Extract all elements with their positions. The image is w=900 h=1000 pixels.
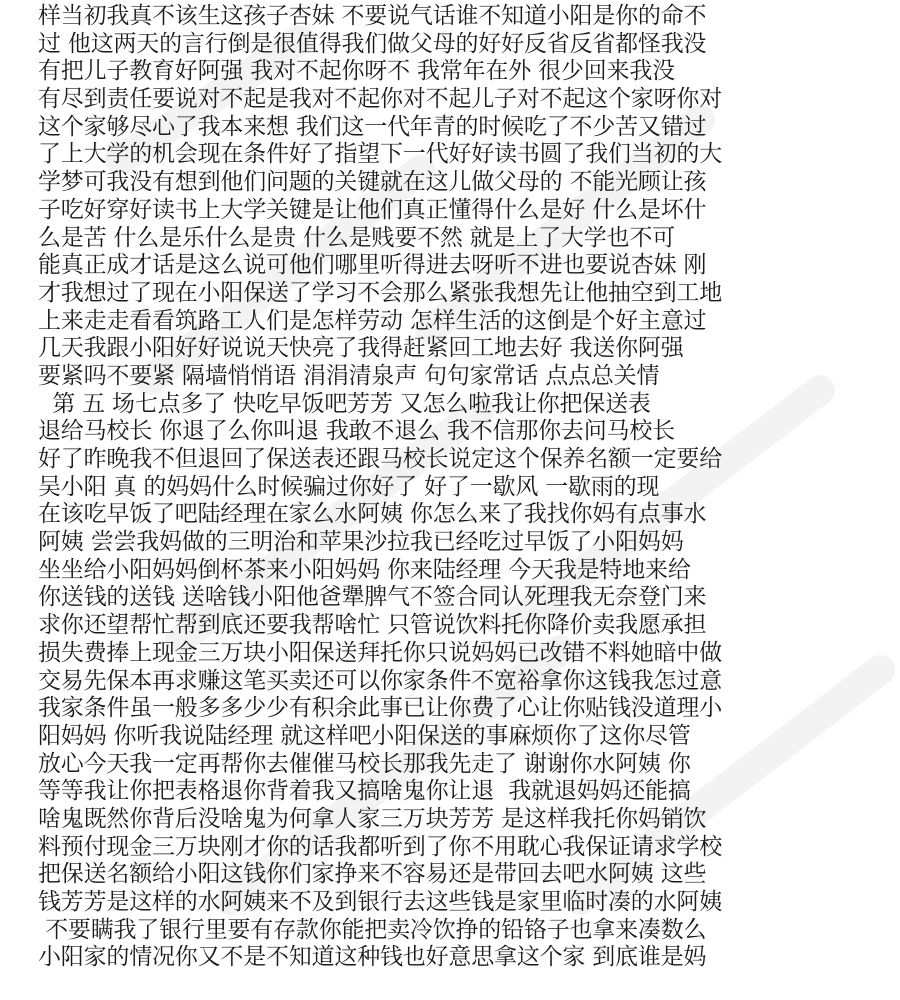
text-line-24: 损失费捧上现金三万块小阳保送拜托你只说妈妈已改错不料她暗中做	[38, 639, 723, 666]
text-line-5: 这个家够尽心了我本来想 我们这一代年青的时候吃了不少苦又错过	[38, 113, 707, 140]
text-line-11: 才我想过了现在小阳保送了学习不会那么紧张我想先让他抽空到工地	[38, 279, 723, 306]
text-line-18: 吴小阳 真 的妈妈什么时候骗过你好了 好了一歇风 一歇雨的现	[38, 473, 660, 500]
text-line-27: 阳妈妈 你听我说陆经理 就这样吧小阳保送的事麻烦你了这你尽管	[38, 722, 691, 749]
text-line-33: 钱芳芳是这样的水阿姨来不及到银行去这些钱是家里临时凑的水阿姨	[38, 889, 723, 915]
text-line-25: 交易先保本再求赚这笔买卖还可以你家条件不宽裕拿你这钱我怎过意	[38, 667, 723, 694]
text-line-16: 退给马校长 你退了么你叫退 我敢不退么 我不信那你去问马校长	[38, 418, 675, 445]
text-line-9: 么是苦 什么是乐什么是贵 什么是贱要不然 就是上了大学也不可	[38, 224, 675, 251]
text-line-23: 求你还望帮忙帮到底还要我帮啥忙 只管说饮料托你降价卖我愿承担	[38, 612, 707, 639]
text-line-10: 能真正成才话是这么说可他们哪里听得进去呀听不进也要说杏妹 刚	[38, 252, 707, 279]
text-line-20: 阿姨 尝尝我妈做的三明治和苹果沙拉我已经吃过早饭了小阳妈妈	[38, 529, 684, 556]
text-line-3: 有把儿子教育好阿强 我对不起你呀不 我常年在外 很少回来我没	[38, 58, 675, 85]
text-line-32: 把保送名额给小阳这钱你们家挣来不容易还是带回去吧水阿姨 这些	[38, 861, 707, 888]
text-line-19: 在该吃早饭了吧陆经理在家么水阿姨 你怎么来了我找你妈有点事水	[38, 501, 707, 528]
text-line-2: 过 他这两天的言行倒是很值得我们做父母的好好反省反省都怪我没	[38, 30, 707, 57]
text-line-8: 子吃好穿好读书上大学关键是让他们真正懂得什么是好 什么是坏什	[38, 196, 707, 223]
text-line-1: 样当初我真不该生这孩子杏妹 不要说气话谁不知道小阳是你的命不	[38, 3, 707, 29]
text-line-4: 有尽到责任要说对不起是我对不起你对不起儿子对不起这个家呀你对	[38, 86, 723, 113]
text-line-34: 不要瞒我了银行里要有存款你能把卖冷饮挣的铅铬子也拿来凑数么	[38, 916, 707, 943]
text-line-30: 啥鬼既然你背后没啥鬼为何拿人家三万块芳芳 是这样我托你妈销饮	[38, 805, 707, 832]
text-line-6: 了上大学的机会现在条件好了指望下一代好好读书圆了我们当初的大	[38, 141, 723, 168]
text-line-29: 等等我让你把表格退你背着我又搞啥鬼你让退 我就退妈妈还能搞	[38, 778, 691, 805]
document-body	[38, 3, 878, 972]
text-line-35: 小阳家的情况你又不是不知道这种钱也好意思拿这个家 到底谁是妈	[38, 944, 707, 971]
text-line-28: 放心今天我一定再帮你去催催马校长那我先走了 谢谢你水阿姨 你	[38, 750, 691, 777]
text-line-26: 我家条件虽一般多多少少有积余此事已让你费了心让你贴钱没道理小	[38, 695, 723, 722]
text-line-21: 坐坐给小阳妈妈倒杯茶来小阳妈妈 你来陆经理 今天我是特地来给	[38, 556, 691, 583]
text-line-31: 料预付现金三万块刚才你的话我都听到了你不用耽心我保证请求学校	[38, 833, 723, 860]
text-line-7: 学梦可我没有想到他们问题的关键就在这儿做父母的 不能光顾让孩	[38, 169, 707, 196]
text-line-13: 几天我跟小阳好好说说天快亮了我得赶紧回工地去好 我送你阿强	[38, 335, 684, 362]
text-line-12: 上来走走看看筑路工人们是怎样劳动 怎样生活的这倒是个好主意过	[38, 307, 707, 334]
text-line-17: 好了昨晚我不但退回了保送表还跟马校长说定这个保养名额一定要给	[38, 446, 723, 472]
text-line-15: 第 五 场七点多了 快吃早饭吧芳芳 又怎么啦我让你把保送表	[38, 390, 651, 417]
text-line-22: 你送钱的送钱 送啥钱小阳他爸犟脾气不签合同认死理我无奈登门来	[38, 584, 707, 611]
text-line-14: 要紧吗不要紧 隔墙悄悄语 涓涓清泉声 句句家常话 点点总关情	[38, 362, 660, 389]
